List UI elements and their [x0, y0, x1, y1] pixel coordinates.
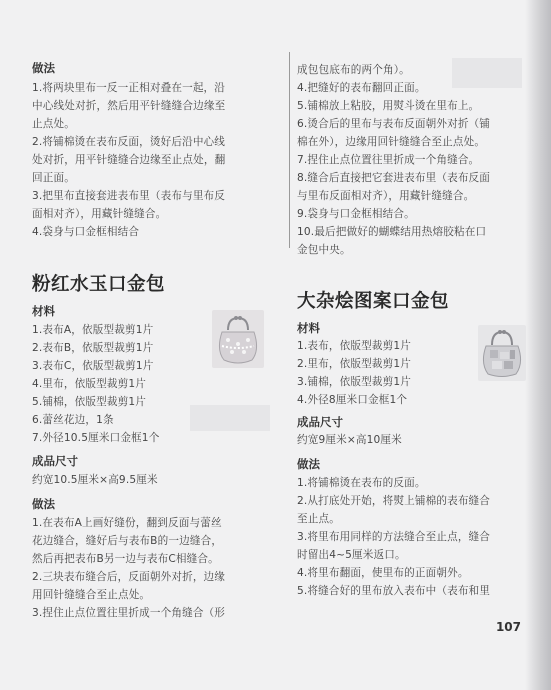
left-material-item: 6.蕾丝花边，1条	[32, 414, 114, 426]
left-material-item: 1.表布A，依版型裁剪1片	[32, 324, 154, 336]
right-method-line: 时留出4~5厘米返口。	[297, 549, 406, 561]
left-material-item: 7.外径10.5厘米口金框1个	[32, 432, 160, 444]
mixed-pattern-purse-photo	[478, 325, 526, 381]
left-method2-line: 3.捏住止点位置往里折成一个角缝合（形	[32, 607, 226, 619]
right-cont-line: 5.铺棉放上粘胶，用熨斗烫在里布上。	[297, 100, 480, 112]
pink-polka-purse-photo	[212, 310, 264, 368]
right-cont-line: 9.袋身与口金框相结合。	[297, 208, 415, 220]
left-size-value: 约宽10.5厘米×高9.5厘米	[32, 474, 158, 486]
right-size-heading: 成品尺寸	[297, 415, 343, 429]
right-material-item: 4.外径8厘米口金框1个	[297, 394, 408, 406]
left-method1-heading: 做法	[32, 61, 55, 75]
left-method1-line: 1.将两块里布一反一正相对叠在一起，沿	[32, 82, 226, 94]
left-method1-line: 中心线处对折，然后用平针缝缝合边缘至	[32, 100, 226, 112]
column-divider	[289, 52, 290, 248]
right-method-line: 5.将缝合好的里布放入表布中（表布和里	[297, 585, 491, 597]
left-method1-line: 2.将铺棉烫在表布反面，烫好后沿中心线	[32, 136, 226, 148]
right-cont-line: 7.捏住止点位置往里折成一个角缝合。	[297, 154, 480, 166]
left-materials-heading: 材料	[32, 304, 55, 318]
left-method1-line: 3.把里布直接套进表布里（表布与里布反	[32, 190, 226, 202]
right-cont-line: 6.烫合后的里布与表布反面朝外对折（铺	[297, 118, 491, 130]
page-number: 107	[495, 620, 521, 634]
left-material-item: 4.里布，依版型裁剪1片	[32, 378, 146, 390]
left-method2-line: 花边缝合，缝好后与表布B的一边缝合，	[32, 535, 223, 547]
right-method-line: 3.将里布用同样的方法缝合至止点，缝合	[297, 531, 491, 543]
right-method-line: 2.从打底处开始，将熨上铺棉的表布缝合	[297, 495, 491, 507]
right-cont-line: 8.缝合后直接把它套进表布里（表布反面	[297, 172, 491, 184]
right-cont-line: 与里布反面相对齐），用藏针缝缝合。	[297, 190, 475, 202]
left-method1-line: 面相对齐），用藏针缝缝合。	[32, 208, 167, 220]
left-method2-line: 然后再把表布B另一边与表布C相缝合。	[32, 553, 219, 565]
right-cont-line: 10.最后把做好的蝴蝶结用热熔胶粘在口	[297, 226, 487, 238]
right-cont-line: 金包中央。	[297, 244, 351, 256]
left-method2-line: 2.三块表布缝合后，反面朝外对折，边缘	[32, 571, 226, 583]
right-materials-heading: 材料	[297, 321, 320, 335]
right-cont-line: 成包包底布的两个角）。	[297, 64, 410, 76]
left-method2-line: 1.在表布A上画好缝份，翻到反面与蕾丝	[32, 517, 222, 529]
project-title-pink-polka: 粉红水玉口金包	[32, 274, 166, 295]
left-material-item: 3.表布C，依版型裁剪1片	[32, 360, 154, 372]
right-material-item: 3.铺棉，依版型裁剪1片	[297, 376, 411, 388]
left-size-heading: 成品尺寸	[32, 454, 78, 468]
page-gutter-shadow	[525, 0, 551, 690]
right-method-line: 4.将里布翻面，使里布的正面朝外。	[297, 567, 469, 579]
left-method1-line: 回正面。	[32, 172, 75, 184]
left-material-item: 5.铺棉，依版型裁剪1片	[32, 396, 146, 408]
right-material-item: 1.表布，依版型裁剪1片	[297, 340, 411, 352]
project-title-mixed-pattern: 大杂烩图案口金包	[297, 291, 450, 312]
right-method-line: 1.将铺棉烫在表布的反面。	[297, 477, 426, 489]
left-material-item: 2.表布B，依版型裁剪1片	[32, 342, 154, 354]
left-method2-heading: 做法	[32, 497, 55, 511]
right-method-line: 至止点。	[297, 513, 340, 525]
right-cont-line: 棉在外），边缘用回针缝缝合至止点处。	[297, 136, 486, 148]
right-cont-line: 4.把缝好的表布翻回正面。	[297, 82, 426, 94]
right-method-heading: 做法	[297, 457, 320, 471]
left-method2-line: 用回针缝缝合至止点处。	[32, 589, 151, 601]
bleed-through-mark	[452, 58, 522, 88]
left-method1-line: 4.袋身与口金框相结合	[32, 226, 140, 238]
left-method1-line: 止点处。	[32, 118, 75, 130]
right-material-item: 2.里布，依版型裁剪1片	[297, 358, 411, 370]
bleed-through-mark	[190, 405, 270, 431]
left-method1-line: 处对折，用平针缝缝合边缘至止点处，翻	[32, 154, 226, 166]
right-size-value: 约宽9厘米×高10厘米	[297, 434, 402, 446]
